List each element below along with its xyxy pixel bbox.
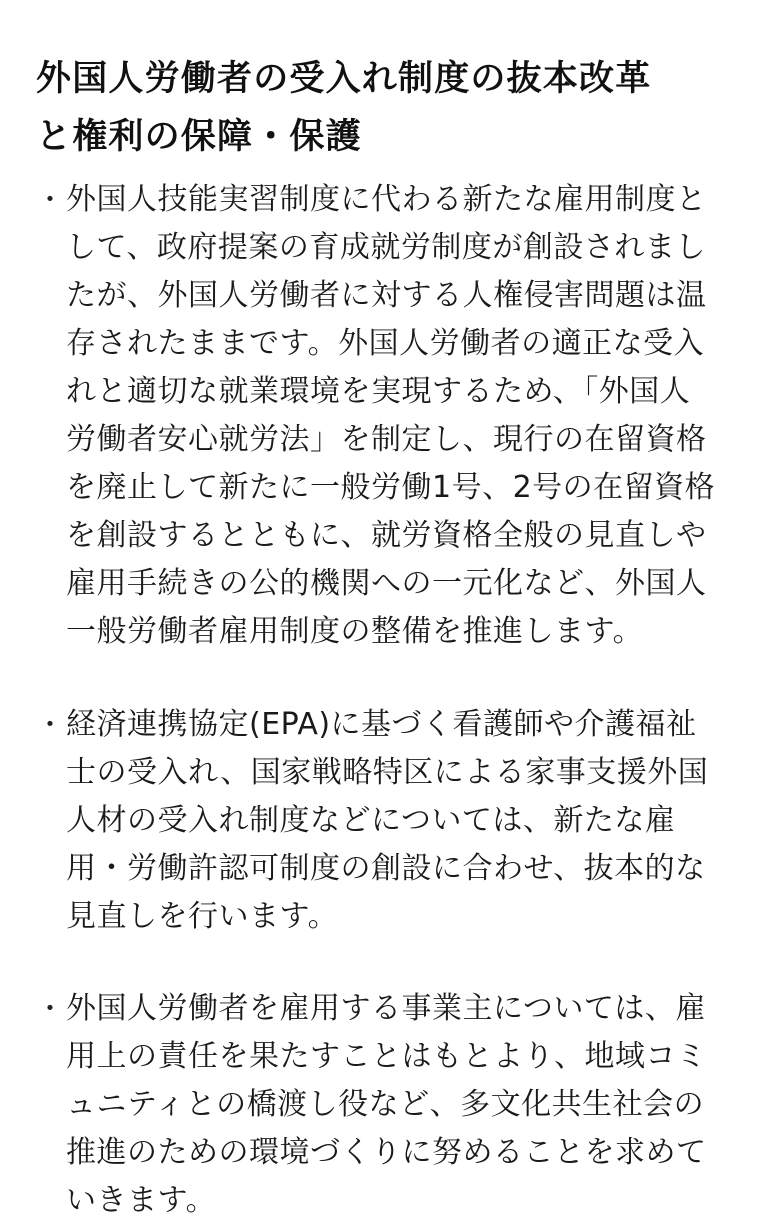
text-line: 用上の責任を果たすことはもとより、地域コミ xyxy=(66,1039,707,1074)
page-title xyxy=(36,50,736,166)
text-line: 推進のための環境づくりに努めることを求めて xyxy=(66,1135,707,1170)
text-line: 見直しを行います。 xyxy=(66,899,339,934)
text-line: 雇用手続きの公的機関への一元化など、外国人 xyxy=(66,566,707,601)
text-line: を創設するとともに、就労資格全般の見直しや xyxy=(66,518,707,553)
text-line: して、政府提案の育成就労制度が創設されまし xyxy=(66,230,706,265)
bullet-text xyxy=(66,701,736,941)
title-line: と権利の保障・保護 xyxy=(36,117,362,157)
text-line: 人材の受入れ制度などについては、新たな雇 xyxy=(66,803,676,838)
text-line: 存されたままです。外国人労働者の適正な受入 xyxy=(66,326,705,361)
text-line: を廃止して新たに一般労働1号、2号の在留資格 xyxy=(66,470,716,505)
text-line: 用・労働許認可制度の創設に合わせ、抜本的な xyxy=(66,851,706,886)
bullet-text xyxy=(66,176,736,656)
list-item xyxy=(36,701,736,941)
title-line: 外国人労働者の受入れ制度の抜本改革 xyxy=(36,59,652,99)
bullet-marker: ・ xyxy=(36,992,65,1025)
bullet-list xyxy=(36,176,736,1225)
text-line: 士の受入れ、国家戦略特区による家事支援外国 xyxy=(66,755,709,790)
text-line: 経済連携協定(EPA)に基づく看護師や介護福祉 xyxy=(66,707,697,742)
text-line: 外国人労働者を雇用する事業主については、雇 xyxy=(66,991,706,1026)
text-line: れと適切な就業環境を実現するため、「外国人 xyxy=(66,374,691,409)
text-line: 労働者安心就労法」を制定し、現行の在留資格 xyxy=(66,422,707,457)
text-line: たが、外国人労働者に対する人権侵害問題は温 xyxy=(66,278,707,313)
list-item xyxy=(36,176,736,656)
text-line: 一般労働者雇用制度の整備を推進します。 xyxy=(66,614,644,649)
bullet-marker: ・ xyxy=(36,708,65,741)
bullet-marker: ・ xyxy=(36,183,65,216)
bullet-text xyxy=(66,985,736,1225)
text-line: ュニティとの橋渡し役など、多文化共生社会の xyxy=(66,1087,705,1122)
list-item xyxy=(36,985,736,1225)
text-line: 外国人技能実習制度に代わる新たな雇用制度と xyxy=(66,182,707,217)
text-line: いきます。 xyxy=(66,1183,217,1218)
